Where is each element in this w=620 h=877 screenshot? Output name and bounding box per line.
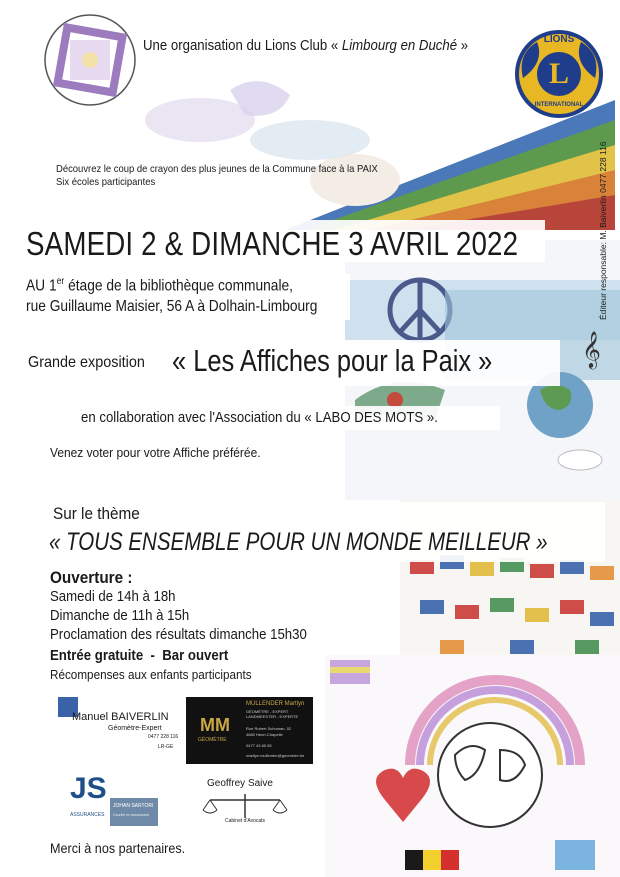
exhibition-title: « Les Affiches pour la Paix » — [172, 343, 493, 378]
organisation-text: Une organisation du Lions Club « — [143, 37, 342, 54]
editor-vertical: Éditeur responsable: M. Baiverlin 0477 228 116 — [598, 141, 608, 320]
lions-letter: L — [548, 57, 569, 90]
organisation-line — [143, 37, 468, 54]
saive-name: Geoffrey Saive — [207, 778, 273, 789]
date-title-box — [20, 220, 545, 262]
js-card — [110, 798, 158, 826]
mm-sub: GÉOMÈTRE — [198, 737, 227, 743]
lions-top-text: LIONS — [543, 34, 575, 45]
baiverlin-phone: 0477 228 116 — [148, 734, 179, 740]
mm-letters: MM — [200, 715, 230, 735]
opening-sunday: Dimanche de 11h à 15h — [50, 607, 190, 624]
sponsor-saive — [195, 778, 295, 828]
js-letters: JS — [70, 772, 107, 805]
theme-box — [45, 502, 605, 562]
location-line-1 — [26, 276, 293, 295]
mm-phone: 0477 43 65 55 — [246, 743, 272, 748]
exhibition-prefix: Grande exposition — [28, 354, 145, 371]
world-rainbow-artwork — [325, 655, 620, 877]
location-rest: étage de la bibliothèque communale, — [64, 277, 293, 295]
date-title: SAMEDI 2 & DIMANCHE 3 AVRIL 2022 — [26, 225, 519, 262]
theme-label: Sur le thème — [53, 504, 140, 523]
organisation-end: » — [457, 37, 469, 54]
organisation-name: Limbourg en Duché — [341, 37, 458, 54]
mm-role-2: LANDMEESTER - EXPERTE — [246, 714, 299, 719]
intro-block — [56, 163, 378, 189]
mm-role-1: GÉOMÈTRE - EXPERT — [246, 709, 289, 714]
vote-text: Venez voter pour votre Affiche préférée. — [50, 445, 261, 460]
intro-line-1: Découvrez le coup de crayon des plus jeunes de la Commune face à la PAIX — [56, 163, 378, 175]
collab-box — [75, 406, 500, 430]
lions-logo — [515, 30, 603, 118]
sponsor-mullender — [186, 697, 313, 764]
saive-sub: Cabinet d'Avocats — [225, 818, 266, 824]
js-sub: ASSURANCES — [70, 812, 105, 818]
mm-address-2: 4880 Henri-Chapelle — [246, 732, 283, 737]
js-name: JOHAN SARTORI — [113, 803, 154, 809]
location-sup: er — [56, 276, 65, 287]
baiverlin-name: Manuel BAIVERLIN — [72, 711, 169, 723]
opening-rewards: Récompenses aux enfants participants — [50, 667, 252, 682]
hands-sketch — [140, 60, 380, 170]
collab-text: en collaboration avec l'Association du « LABO DES MOTS ». — [81, 409, 438, 426]
wreath-artwork — [40, 10, 140, 110]
opening-title: Ouverture : — [50, 568, 133, 587]
sponsor-js — [68, 772, 158, 828]
svg-text:𝄞: 𝄞 — [582, 330, 601, 368]
js-detail: Courtier en assurances — [113, 813, 150, 817]
location-box — [20, 274, 350, 320]
mm-address-1: Rue Robert Schuman, 02 — [246, 726, 292, 731]
location-prefix: AU 1 — [26, 277, 57, 295]
baiverlin-title: Géomètre-Expert — [108, 725, 162, 732]
sponsor-baiverlin — [58, 697, 183, 757]
opening-entry: Entrée gratuite - Bar ouvert — [50, 647, 229, 664]
opening-saturday: Samedi de 14h à 18h — [50, 588, 176, 605]
location-line-2: rue Guillaume Maisier, 56 A à Dolhain-Limbourg — [26, 298, 318, 315]
theme-title: « TOUS ENSEMBLE POUR UN MONDE MEILLEUR » — [49, 528, 548, 556]
lions-bottom-text: INTERNATIONAL — [534, 102, 584, 108]
baiverlin-code: LR-GE — [158, 744, 174, 750]
mm-mail: martlyn.mullender@geometre.be — [246, 753, 305, 758]
opening-proclamation: Proclamation des résultats dimanche 15h30 — [50, 626, 307, 643]
thanks-text: Merci à nos partenaires. — [50, 840, 186, 856]
exhibition-box — [20, 340, 560, 386]
opening-block — [50, 568, 380, 684]
intro-line-2: Six écoles participantes — [56, 176, 156, 188]
mm-name: MULLENDER Martlyn — [246, 701, 305, 707]
